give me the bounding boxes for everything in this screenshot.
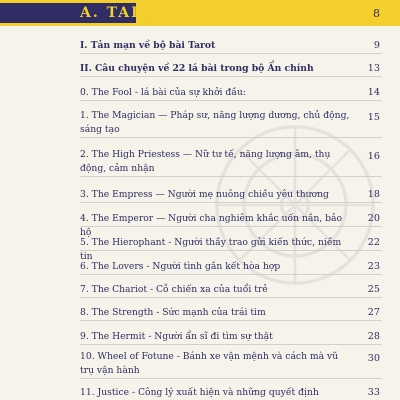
toc-entry-title: 10. Wheel of Fotune - Bánh xe vận mệnh và cách mà vũ trụ vận hành [80, 351, 339, 376]
toc-entry[interactable] [80, 283, 382, 298]
toc-entry-page: 25 [367, 284, 380, 295]
toc-entry-title: 3. The Empress — Người mẹ nuông chiều yêu thương [80, 189, 329, 200]
toc-entry-title: 6. The Lovers - Người tình gắn kết hòa hợp [80, 261, 281, 272]
toc-entry-page: 33 [367, 387, 380, 398]
toc-entry-title: 4. The Emperor — Người cha nghiêm khắc uốn nắn, bảo hộ [80, 213, 343, 238]
chapter-title: A. TAROT [0, 3, 136, 23]
toc-entry[interactable] [80, 330, 382, 345]
toc-entry-title: 11. Justice - Công lý xuất hiện và những quyết định [80, 387, 319, 398]
toc-entry-title: I. Tản mạn về bộ bài Tarot [80, 40, 216, 51]
toc-entry-page: 16 [367, 151, 380, 162]
toc-entry[interactable] [80, 350, 382, 379]
toc-entry-page: 30 [367, 353, 380, 364]
toc-entry-page: 9 [373, 40, 380, 51]
toc-entry-title: 7. The Chariot - Cỗ chiến xa của tuổi trẻ [80, 284, 268, 295]
toc-entry-page: 13 [367, 63, 380, 74]
toc-entry[interactable] [80, 306, 382, 321]
toc-entry-page: 15 [367, 112, 380, 123]
toc-entry[interactable] [80, 109, 382, 138]
toc-entry-title: 2. The High Priestess — Nữ tư tế, năng lượng âm, thụ động, cảm nhận [80, 149, 331, 174]
toc-entry-page: 22 [367, 237, 380, 248]
toc-entry-title: 0. The Fool - lá bài của sự khởi đầu: [80, 87, 246, 98]
toc-entry[interactable] [80, 260, 382, 275]
toc-entry-page: 27 [367, 307, 380, 318]
toc-entry-title: 8. The Strength - Sức mạnh của trái tim [80, 307, 266, 318]
toc-entry[interactable] [80, 386, 382, 400]
toc-entry[interactable] [80, 62, 382, 77]
toc-entry-title: 1. The Magician — Pháp sư, năng lượng dương, chủ động, sáng tạo [80, 110, 350, 135]
toc-entry[interactable] [80, 188, 382, 203]
toc-entry-page: 28 [367, 331, 380, 342]
toc-entry[interactable] [80, 86, 382, 101]
toc-entry[interactable] [80, 212, 382, 238]
toc-entry[interactable] [80, 39, 382, 54]
toc-entry-title: II. Câu chuyện về 22 lá bài trong bộ Ẩn chính [80, 63, 314, 74]
toc-entry-page: 20 [367, 213, 380, 224]
toc-entry[interactable] [80, 148, 382, 177]
toc-entry-page: 23 [367, 261, 380, 272]
toc-entry[interactable] [80, 236, 382, 262]
toc-entry-page: 14 [367, 87, 380, 98]
toc-entry-title: 5. The Hierophant - Người thầy trao gửi kiến thức, niềm tin [80, 237, 342, 262]
toc-entry-title: 9. The Hermit - Người ẩn sĩ đi tìm sự thật [80, 331, 273, 342]
chapter-page-number: 8 [373, 7, 380, 20]
toc-entry-page: 18 [367, 189, 380, 200]
